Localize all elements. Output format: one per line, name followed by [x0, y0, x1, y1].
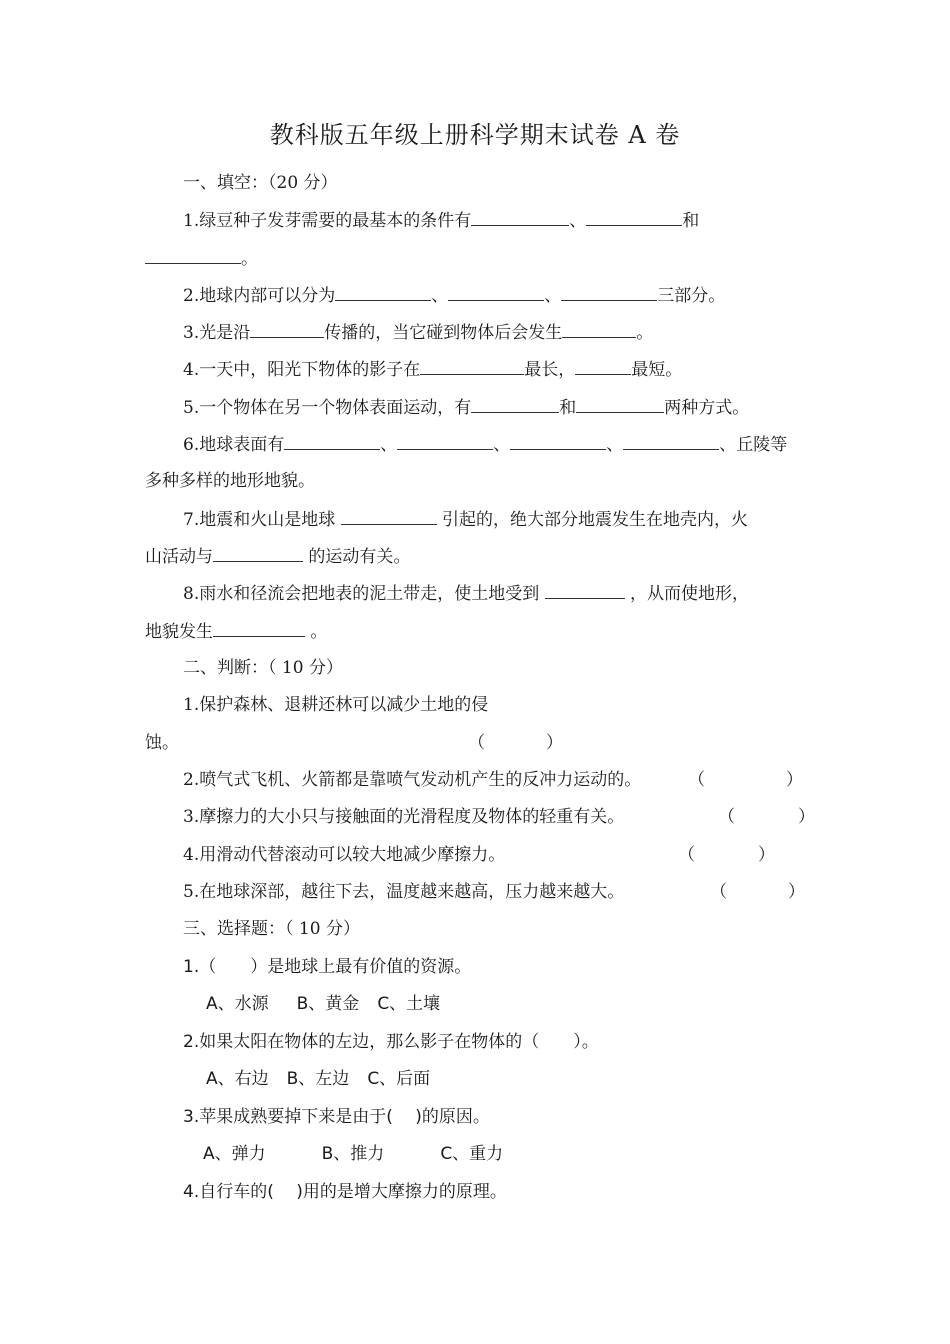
answer-blank[interactable] — [561, 284, 657, 301]
answer-paren-open[interactable]: （ — [688, 770, 705, 790]
option-b[interactable]: B、黄金 — [296, 994, 360, 1014]
answer-paren-open[interactable]: （ — [718, 807, 735, 827]
question-1-6-cont: 多种多样的地形地貌。 — [145, 471, 315, 491]
question-1-1: 1.绿豆种子发芽需要的最基本的条件有 、 和 — [183, 211, 700, 231]
answer-paren-close[interactable]: ） — [546, 733, 563, 753]
answer-paren-close[interactable]: ） — [788, 882, 805, 902]
option-a[interactable]: A、水源 — [206, 994, 269, 1014]
question-1-3: 3.光是沿 传播的，当它碰到物体后会发生 。 — [183, 323, 654, 343]
question-1-2: 2.地球内部可以分为 、 、 三部分。 — [183, 286, 726, 306]
question-1-8: 8.雨水和径流会把地表的泥土带走，使土地受到 ，从而使地形， — [183, 584, 750, 604]
option-a[interactable]: A、右边 — [206, 1069, 269, 1089]
question-1-1-cont: 。 — [145, 247, 258, 270]
answer-paren-close[interactable]: ） — [758, 845, 775, 865]
option-c[interactable]: C、重力 — [440, 1144, 504, 1164]
answer-blank[interactable] — [545, 582, 625, 599]
answer-blank[interactable] — [471, 209, 569, 226]
answer-paren-close[interactable]: ） — [798, 807, 815, 827]
answer-blank[interactable] — [448, 284, 544, 301]
answer-blank[interactable] — [250, 321, 324, 338]
option-a[interactable]: A、弹力 — [203, 1144, 266, 1164]
section-heading-multiple-choice: 三、选择题：（ 10 分） — [183, 919, 360, 939]
question-3-1-options — [206, 993, 440, 1015]
answer-blank[interactable] — [145, 247, 241, 264]
answer-paren-close[interactable]: ） — [786, 770, 803, 790]
question-2-4: 4.用滑动代替滚动可以较大地减少摩擦力。 — [183, 845, 506, 865]
answer-blank[interactable] — [510, 433, 606, 450]
question-3-1: 1.（ ）是地球上最有价值的资源。 — [183, 957, 472, 977]
question-3-2-options — [206, 1068, 430, 1090]
question-1-8-cont: 地貌发生 。 — [145, 622, 328, 642]
answer-blank[interactable] — [284, 433, 380, 450]
option-b[interactable]: B、左边 — [286, 1069, 350, 1089]
page-title: 教科版五年级上册科学期末试卷 A 卷 — [269, 121, 681, 149]
question-1-7-cont: 山活动与 的运动有关。 — [145, 547, 411, 567]
question-1-4: 4.一天中，阳光下物体的影子在 最长， 最短。 — [183, 360, 683, 380]
question-2-1: 1.保护森林、退耕还林可以减少土地的侵 — [183, 695, 489, 715]
answer-paren-open[interactable]: （ — [678, 845, 695, 865]
answer-blank[interactable] — [397, 433, 493, 450]
question-3-3-options — [203, 1143, 503, 1165]
answer-blank[interactable] — [575, 358, 631, 375]
answer-blank[interactable] — [586, 209, 682, 226]
question-2-2: 2.喷气式飞机、火箭都是靠喷气发动机产生的反冲力运动的。 — [183, 770, 642, 790]
answer-blank[interactable] — [562, 321, 636, 338]
question-2-3: 3.摩擦力的大小只与接触面的光滑程度及物体的轻重有关。 — [183, 807, 625, 827]
question-3-2: 2.如果太阳在物体的左边，那么影子在物体的（ ）。 — [183, 1032, 599, 1052]
option-c[interactable]: C、土壤 — [377, 994, 441, 1014]
answer-blank[interactable] — [213, 620, 305, 637]
question-3-4: 4.自行车的( )用的是增大摩擦力的原理。 — [183, 1182, 507, 1202]
question-1-7: 7.地震和火山是地球 引起的，绝大部分地震发生在地壳内，火 — [183, 510, 749, 530]
answer-blank[interactable] — [341, 508, 437, 525]
answer-paren-open[interactable]: （ — [468, 733, 485, 753]
answer-blank[interactable] — [213, 545, 303, 562]
answer-blank[interactable] — [576, 396, 664, 413]
answer-blank[interactable] — [471, 396, 559, 413]
section-heading-true-false: 二、判断：（ 10 分） — [183, 658, 343, 678]
answer-paren-open[interactable]: （ — [710, 882, 727, 902]
question-2-5: 5.在地球深部，越往下去，温度越来越高，压力越来越大。 — [183, 882, 625, 902]
answer-blank[interactable] — [623, 433, 719, 450]
answer-blank[interactable] — [335, 284, 431, 301]
option-b[interactable]: B、推力 — [321, 1144, 385, 1164]
question-1-5: 5.一个物体在另一个物体表面运动，有 和 两种方式。 — [183, 398, 750, 418]
section-heading-fill-in: 一、填空：（20 分） — [183, 173, 338, 193]
question-1-6: 6.地球表面有 、 、 、 、丘陵等 — [183, 435, 788, 455]
question-3-3: 3.苹果成熟要掉下来是由于( )的原因。 — [183, 1107, 490, 1127]
question-2-1-cont: 蚀。 — [145, 733, 179, 753]
option-c[interactable]: C、后面 — [367, 1069, 431, 1089]
answer-blank[interactable] — [420, 358, 524, 375]
